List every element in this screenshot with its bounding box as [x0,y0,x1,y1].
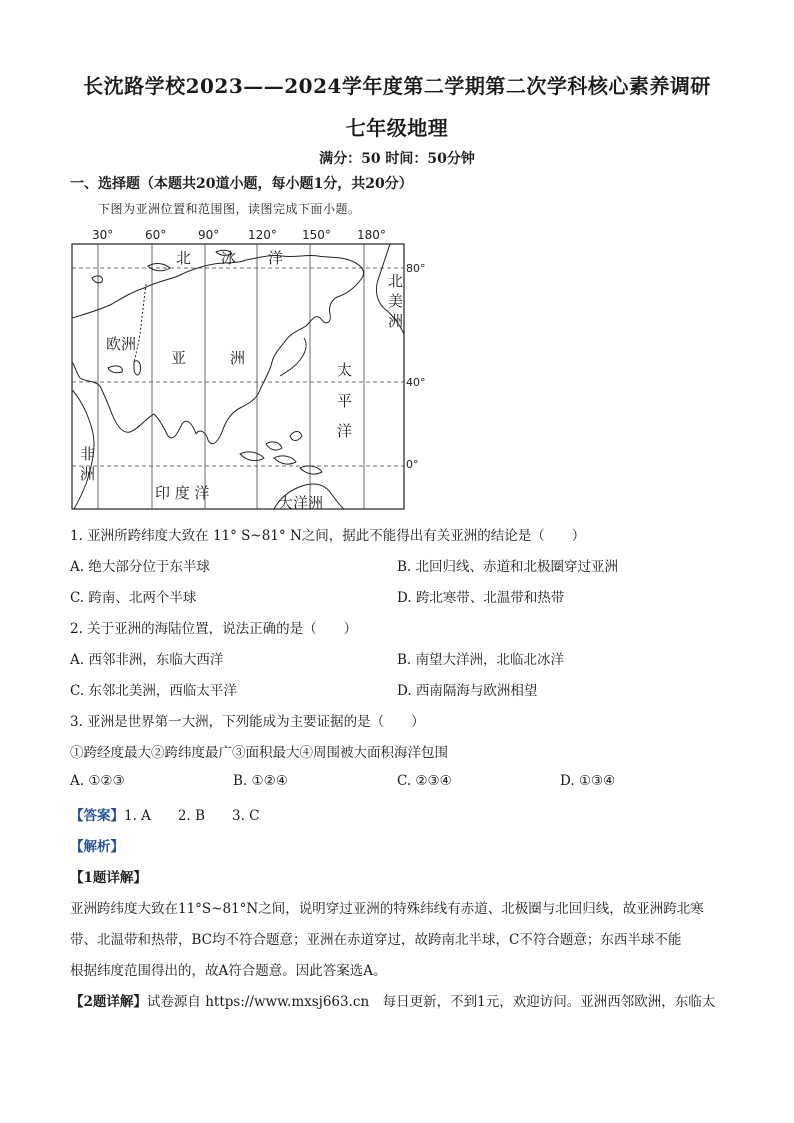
q3-statements: ①跨经度最大②跨纬度最广③面积最大④周围被大面积海洋包围 [70,745,448,761]
q3-option-b: B. ①②④ [233,773,288,789]
label-na-2: 美 [388,292,404,310]
q2-option-b: B. 南望大洋洲，北临北冰洋 [397,652,565,668]
analysis-tag: 【解析】 [70,839,124,855]
lat-label: 0° [406,458,419,471]
label-africa-2: 洲 [80,465,96,483]
label-indian-ocean: 印 度 洋 [155,484,210,502]
label-na-3: 洲 [388,312,404,330]
answer-line [70,804,260,824]
lat-label: 40° [406,376,426,389]
label-arctic-bei: 北 [176,249,192,267]
detail2-line [70,990,715,1010]
detail2-tag: 【2题详解】 [70,994,147,1010]
detail2-text: 试卷源自 https://www.mxsj663.cn 每日更新，不到1元，欢迎访问。亚洲西邻欧洲，东临太 [146,994,716,1010]
exam-title-line1: 长沈路学校2023——2024学年度第二学期第二次学科核心素养调研 [83,74,711,98]
q3-stem: 3. 亚洲是世界第一大洲，下列能成为主要证据的是（ ） [70,714,425,730]
q3-option-a: A. ①②③ [70,773,125,789]
q1-option-d: D. 跨北寒带、北温带和热带 [397,590,565,606]
answer-text: 1. A 2. B 3. C [124,808,260,824]
lat-label: 80° [406,262,426,275]
q3-option-d: D. ①③④ [560,773,616,789]
detail1-line2: 带、北温带和热带，BC均不符合题意；亚洲在赤道穿过，故跨南北半球，C不符合题意；东西半球不能 [70,932,682,948]
q1-option-a: A. 绝大部分位于东半球 [70,559,210,575]
score-time-line: 满分：50 时间：50分钟 [319,151,475,167]
label-europe: 欧洲 [106,335,137,353]
section-heading-choice: 一、选择题（本题共20道小题，每小题1分，共20分） [70,176,413,192]
q2-option-c: C. 东邻北美洲，西临太平洋 [70,683,237,699]
label-pacific-2: 平 [337,392,353,410]
q2-stem: 2. 关于亚洲的海陆位置，说法正确的是（ ） [70,621,358,637]
meridian-grid [98,244,364,509]
q1-option-b: B. 北回归线、赤道和北极圈穿过亚洲 [397,559,619,575]
label-arctic-yang: 洋 [268,249,284,267]
label-na-1: 北 [388,272,404,290]
label-africa-1: 非 [80,445,96,463]
q1-stem: 1. 亚洲所跨纬度大致在 11° S~81° N之间，据此不能得出有关亚洲的结论是（ ） [70,528,586,544]
label-asia-1: 亚 [171,349,187,367]
q2-option-d: D. 西南隔海与欧洲相望 [397,683,538,699]
lon-label: 120° [248,228,277,242]
answer-tag: 【答案】 [70,808,124,824]
label-oceania: 大洋洲 [278,494,324,512]
detail1-line3: 根据纬度范围得出的，故A符合题意。因此答案选A。 [70,963,387,979]
lon-label: 90° [198,228,220,242]
asia-map-figure [60,222,430,517]
lon-label: 180° [357,228,386,242]
exam-title-line2: 七年级地理 [345,116,449,140]
map-intro-text: 下图为亚洲位置和范围图，读图完成下面小题。 [98,202,361,216]
label-arctic-bing: 冰 [221,249,237,267]
q3-option-c: C. ②③④ [397,773,452,789]
coastlines [72,244,404,509]
detail1-line1: 亚洲跨纬度大致在11°S~81°N之间，说明穿过亚洲的特殊纬线有赤道、北极圈与北回归线，故亚洲跨北寒 [70,901,704,917]
lon-label: 30° [92,228,114,242]
lon-label: 150° [302,228,331,242]
q2-option-a: A. 西邻非洲，东临大西洋 [70,652,224,668]
label-pacific-1: 太 [337,361,353,379]
label-asia-2: 洲 [230,349,246,367]
map-frame [72,244,404,509]
latitude-dashed-lines [72,268,404,466]
label-pacific-3: 洋 [337,422,353,440]
lon-label: 60° [145,228,167,242]
detail1-tag: 【1题详解】 [70,870,147,886]
q1-option-c: C. 跨南、北两个半球 [70,590,197,606]
